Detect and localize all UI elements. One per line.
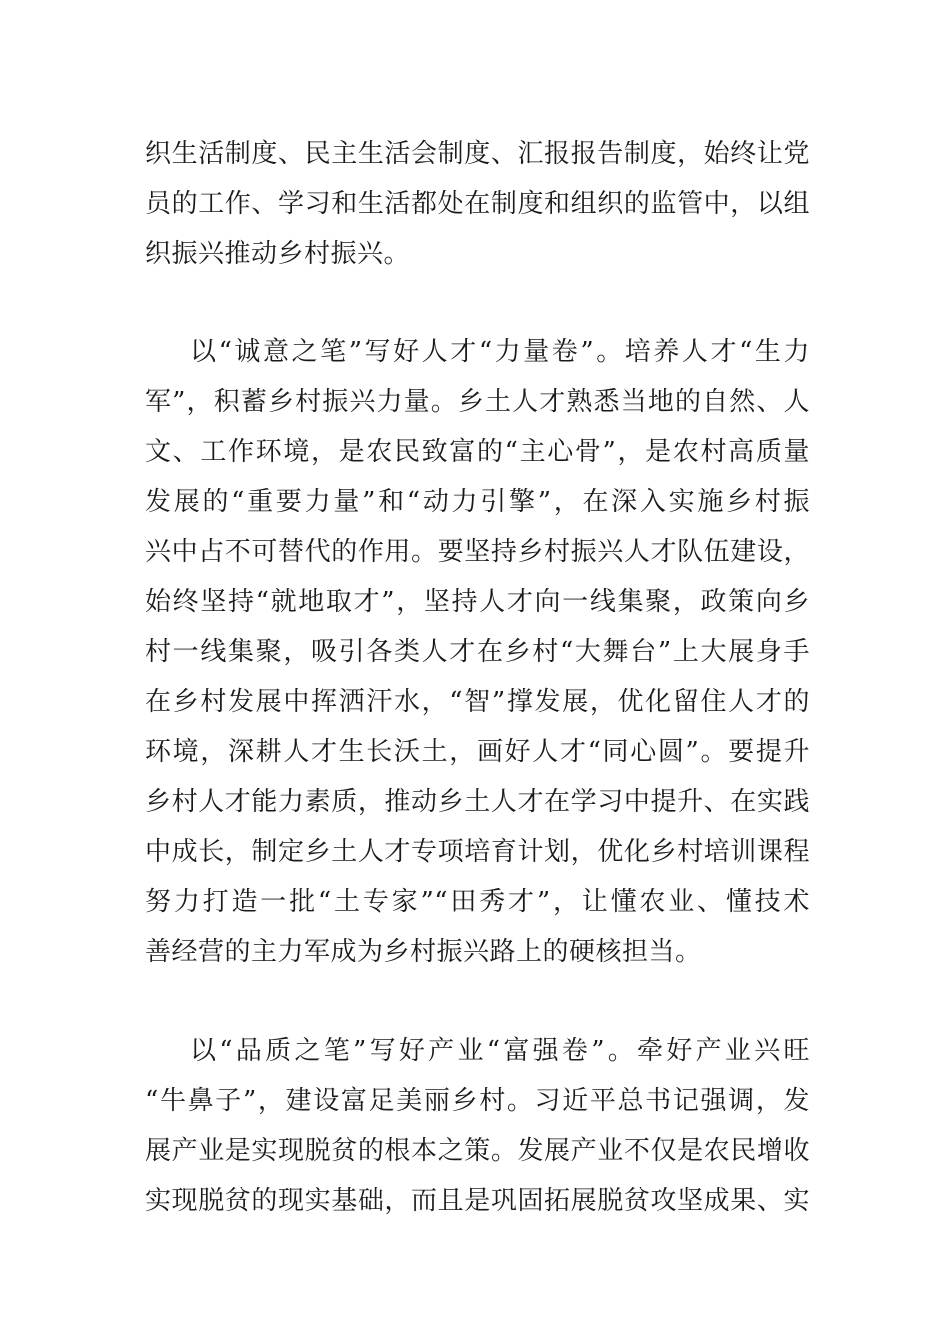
text-line: 员的工作、学习和生活都处在制度和组织的监管中，以组 [145,189,810,219]
text-line: 善经营的主力军成为乡村振兴路上的硬核担当。 [145,937,702,967]
text-line: 展产业是实现脱贫的根本之策。发展产业不仅是农民增收 [145,1136,810,1166]
text-line: 军”，积蓄乡村振兴力量。乡土人才熟悉当地的自然、人 [145,387,810,417]
text-line: 村一线集聚，吸引各类人才在乡村“大舞台”上大展身手 [145,637,810,667]
text-line: 努力打造一批“土专家”“田秀才”，让懂农业、懂技术 [145,887,810,917]
text-line: “牛鼻子”，建设富足美丽乡村。习近平总书记强调，发 [145,1086,810,1116]
text-line: 织生活制度、民主生活会制度、汇报报告制度，始终让党 [145,139,810,169]
text-line: 织振兴推动乡村振兴。 [145,239,411,269]
text-line: 在乡村发展中挥洒汗水，“智”撑发展，优化留住人才的 [145,687,810,717]
text-line: 乡村人才能力素质，推动乡土人才在学习中提升、在实践 [145,787,810,817]
text-line: 始终坚持“就地取才”，坚持人才向一线集聚，政策向乡 [145,587,810,617]
text-line: 以“品质之笔”写好产业“富强卷”。牵好产业兴旺 [190,1036,810,1066]
text-line: 以“诚意之笔”写好人才“力量卷”。培养人才“生力 [190,337,810,367]
text-line: 文、工作环境，是农民致富的“主心骨”，是农村高质量 [145,437,810,467]
text-line: 环境，深耕人才生长沃土，画好人才“同心圆”。要提升 [145,737,810,767]
text-line: 兴中占不可替代的作用。要坚持乡村振兴人才队伍建设， [145,537,810,567]
text-line: 中成长，制定乡土人才专项培育计划，优化乡村培训课程 [145,837,810,867]
text-line: 实现脱贫的现实基础，而且是巩固拓展脱贫攻坚成果、实 [145,1186,810,1216]
text-line: 发展的“重要力量”和“动力引擎”，在深入实施乡村振 [145,487,810,517]
